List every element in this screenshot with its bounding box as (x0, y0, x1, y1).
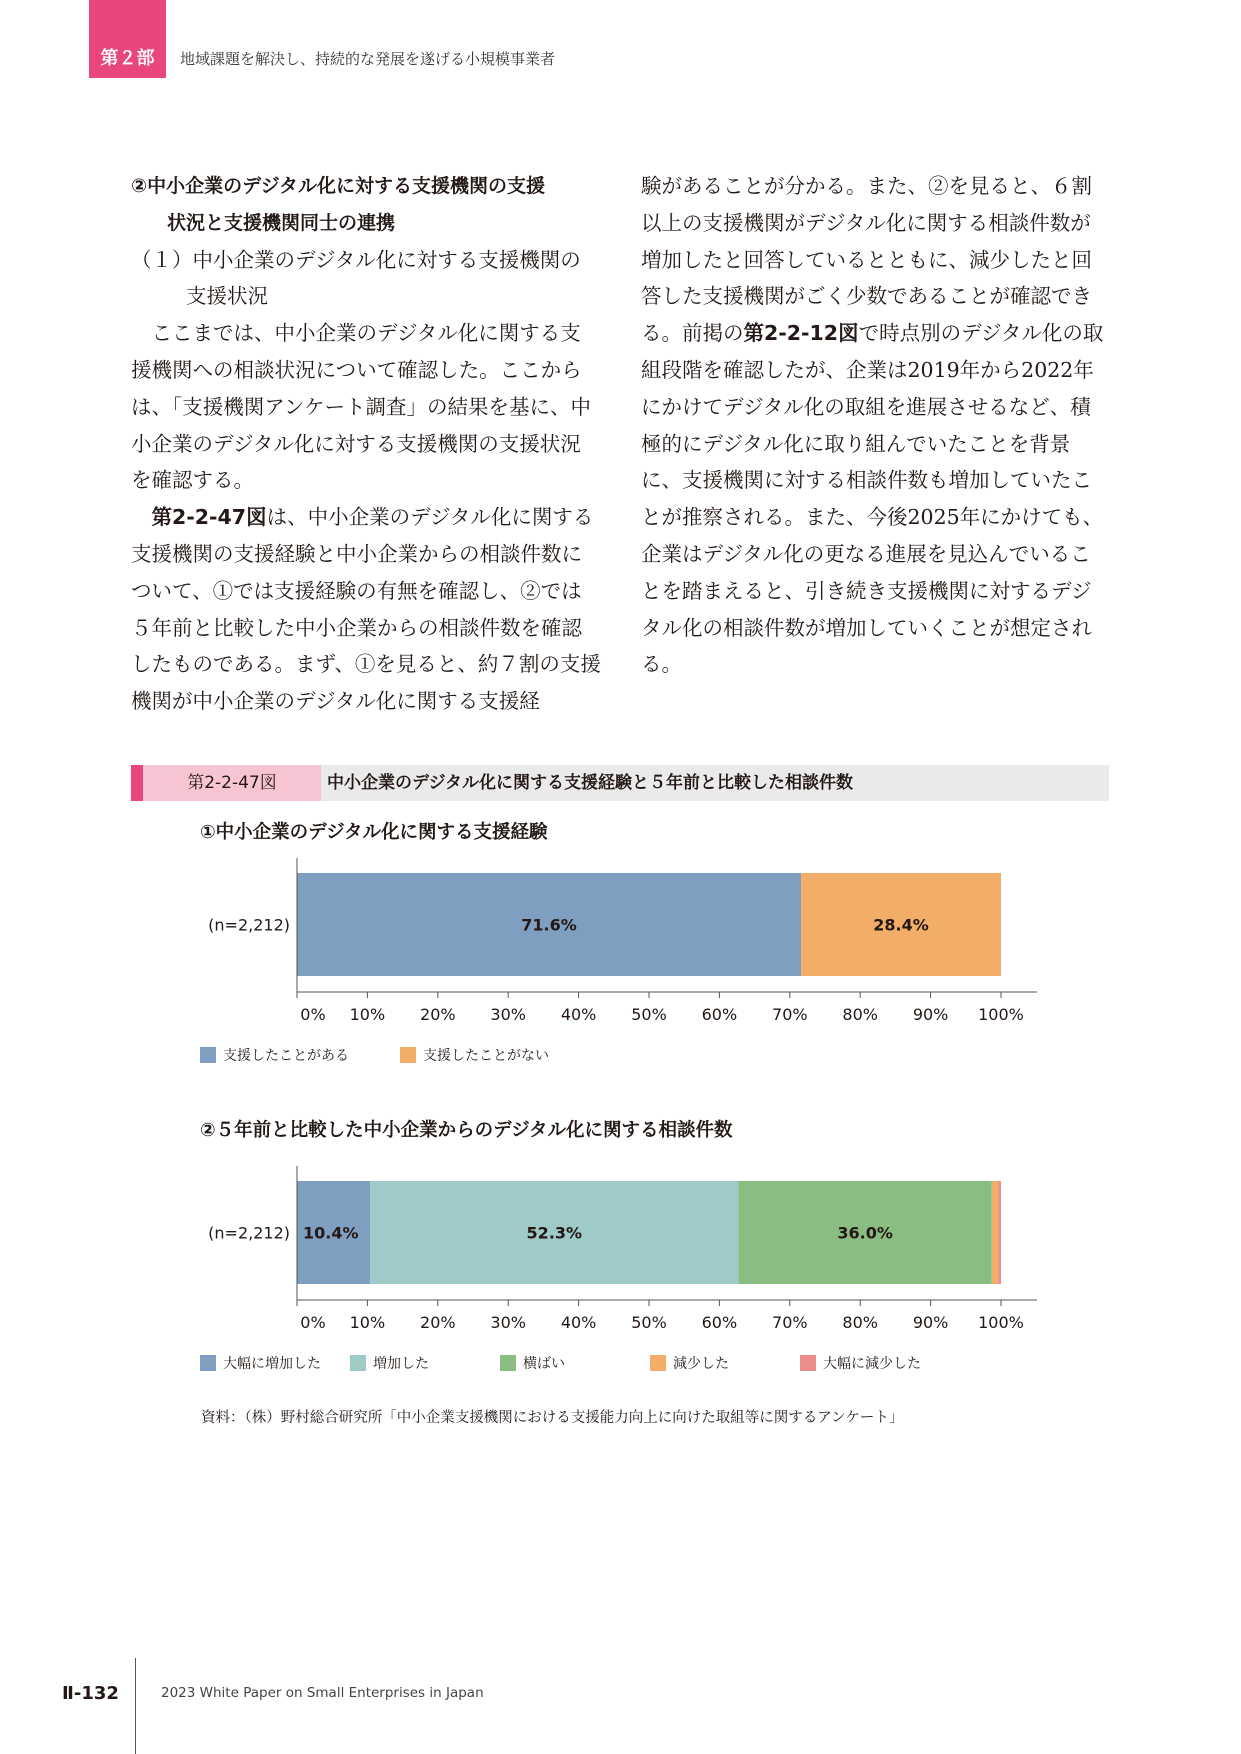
right-column (641, 168, 1111, 683)
legend-swatch (500, 1355, 516, 1371)
x-tick-label: 20% (420, 1005, 456, 1024)
legend-item (400, 1045, 549, 1065)
left-column (131, 168, 601, 720)
chart2-title: ②５年前と比較した中小企業からのデジタル化に関する相談件数 (200, 1120, 733, 1141)
legend-label: 横ばい (523, 1356, 565, 1372)
x-tick-label: 90% (912, 1005, 949, 1024)
legend-swatch (400, 1047, 416, 1063)
footer-text: 2023 White Paper on Small Enterprises in Japan (161, 1685, 484, 1701)
x-tick-label: 10% (349, 1313, 386, 1332)
legend-item (200, 1353, 321, 1373)
figure-title: 中小企業のデジタル化に関する支援経験と５年前と比較した相談件数 (327, 773, 853, 793)
body-paragraph-1: ここまでは、中小企業のデジタル化に関する支援機関への相談状況について確認した。ここからは、「支援機関アンケート調査」の結果を基に、中小企業のデジタル化に対する支援機関の支援状況を確認する。 (131, 321, 592, 493)
x-tick-label: 80% (842, 1313, 878, 1332)
legend-item (350, 1353, 429, 1373)
legend-item (650, 1353, 729, 1373)
source-note: 資料：（株）野村総合研究所「中小企業支援機関における支援能力向上に向けた取組等に関するアンケート」 (201, 1410, 904, 1426)
bar-segment (998, 1181, 1001, 1284)
footer-divider (135, 1658, 136, 1754)
legend-label: 大幅に増加した (223, 1356, 321, 1372)
x-tick-label: 70% (772, 1313, 808, 1332)
legend-label: 増加した (373, 1356, 429, 1372)
data-label: 28.4% (873, 915, 929, 935)
data-label: 10.4% (303, 1223, 359, 1243)
legend-item (200, 1045, 349, 1065)
section-heading: ②中小企業のデジタル化に対する支援機関の支援 状況と支援機関同士の連携 (131, 175, 545, 234)
legend-swatch (650, 1355, 666, 1371)
x-tick-label: 60% (701, 1313, 738, 1332)
figure-label: 第2-2-47図 (143, 765, 321, 801)
x-tick-label: 50% (631, 1313, 667, 1332)
category-label: (n=2,212) (208, 1223, 290, 1243)
data-label: 71.6% (521, 915, 577, 935)
x-tick-label: 50% (631, 1005, 667, 1024)
x-tick-label: 70% (772, 1005, 808, 1024)
part-title: 地域課題を解決し、持続的な発展を遂げる小規模事業者 (180, 50, 556, 68)
part-label: 第２部 (100, 48, 155, 69)
body-paragraph-2: 第2-2-47図は、中小企業のデジタル化に関する支援機関の支援経験と中小企業からの相談件数について、①では支援経験の有無を確認し、②では５年前と比較した中小企業からの相談件数を確認したものである。まず、①を見ると、約７割の支援機関が中小企業のデジタル化に関する支援経 (131, 505, 601, 714)
legend-swatch (350, 1355, 366, 1371)
bar-segment (992, 1181, 998, 1284)
x-tick-label: 30% (490, 1005, 526, 1024)
chart1-svg (0, 850, 1241, 1025)
figure-reference: 第2-2-47図 (151, 505, 267, 530)
figure-caption-bar (131, 765, 1109, 801)
x-tick-label: 100% (978, 1313, 1024, 1332)
x-tick-label: 40% (560, 1313, 597, 1332)
x-tick-label: 10% (349, 1005, 386, 1024)
legend-swatch (200, 1047, 216, 1063)
category-label: (n=2,212) (208, 915, 290, 935)
x-tick-label: 100% (978, 1005, 1024, 1024)
x-tick-label: 20% (420, 1313, 456, 1332)
legend-swatch (800, 1355, 816, 1371)
x-tick-label: 0% (300, 1005, 326, 1024)
legend-swatch (200, 1355, 216, 1371)
legend-item (500, 1353, 565, 1373)
caption-accent (131, 765, 143, 801)
subsection-heading: （１）中小企業のデジタル化に対する支援機関の 支援状況 (131, 247, 581, 309)
part-tab (89, 0, 166, 78)
legend-label: 支援したことがない (423, 1048, 549, 1064)
page-number: Ⅱ-132 (62, 1683, 119, 1704)
x-tick-label: 60% (701, 1005, 738, 1024)
body-paragraph-3: 験があることが分かる。また、②を見ると、６割以上の支援機関がデジタル化に関する相談件数が増加したと回答しているとともに、減少したと回答した支援機関がごく少数であることが確認できる。前掲の第2-2-12図で時点別のデジタル化の取組段階を確認したが、企業は2019年から2022年にかけてデジタル化の取組を進展させるなど、積極的にデジタル化に取り組んでいたことを背景に、支援機関に対する相談件数も増加していたことが推察される。また、今後2025年にかけても、企業はデジタル化の更なる進展を見込んでいることを踏まえると、引き続き支援機関に対するデジタル化の相談件数が増加していくことが想定される。 (641, 174, 1104, 677)
legend-label: 減少した (673, 1356, 729, 1372)
data-label: 36.0% (837, 1223, 893, 1243)
x-tick-label: 80% (842, 1005, 878, 1024)
legend-label: 大幅に減少した (823, 1356, 921, 1372)
x-tick-label: 30% (490, 1313, 526, 1332)
chart1-title: ①中小企業のデジタル化に関する支援経験 (200, 822, 548, 843)
legend-label: 支援したことがある (223, 1048, 349, 1064)
legend-item (800, 1353, 921, 1373)
data-label: 52.3% (526, 1223, 583, 1243)
figure-reference: 第2-2-12図 (743, 321, 859, 346)
x-tick-label: 90% (912, 1313, 949, 1332)
x-tick-label: 40% (560, 1005, 597, 1024)
chart2-svg (0, 1158, 1241, 1333)
x-tick-label: 0% (300, 1313, 326, 1332)
